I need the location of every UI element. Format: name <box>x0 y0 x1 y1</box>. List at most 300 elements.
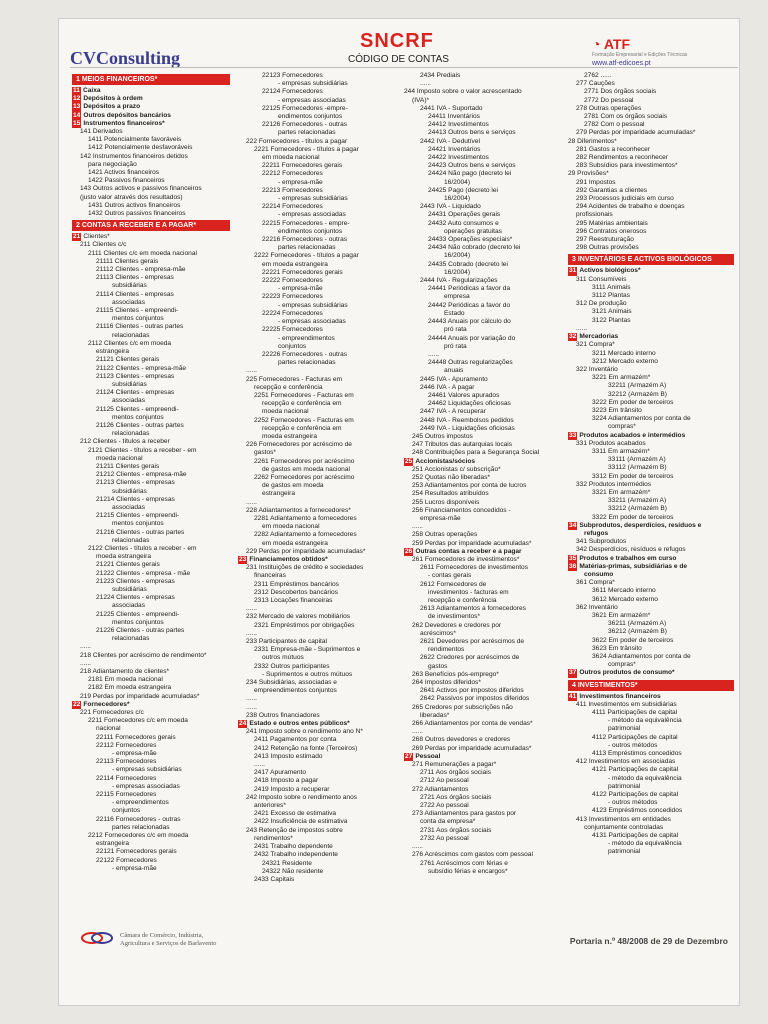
account-line <box>404 851 568 859</box>
account-label: - empresa-mãe <box>112 864 157 872</box>
account-line <box>238 335 402 343</box>
account-label: pró rata <box>444 326 467 334</box>
account-label: 2221 Fornecedores - títulos a pagar <box>254 145 359 153</box>
account-label: financeiras <box>254 572 286 580</box>
account-label: - empresa-mãe <box>112 750 157 758</box>
account-label: 2612 Fornecedores de <box>420 580 487 588</box>
header-divider <box>70 67 738 68</box>
account-line <box>238 531 402 539</box>
account-line <box>72 684 230 692</box>
account-line <box>72 144 230 152</box>
account-label: mentos conjuntos <box>112 315 164 323</box>
account-label: 361 Compra* <box>576 579 615 587</box>
account-label: 245 Outros impostos <box>412 432 473 440</box>
account-label: associadas <box>112 397 145 405</box>
account-line <box>404 786 568 794</box>
account-line <box>238 876 402 884</box>
account-label: 222 Fornecedores - títulos a pagar <box>246 137 348 145</box>
account-line <box>404 736 568 744</box>
account-number-badge: 22 <box>73 700 81 708</box>
account-label: 21216 Clientes - outras partes <box>96 528 185 536</box>
account-label: de investimentos* <box>428 613 481 621</box>
account-number-badge: 34 <box>569 521 577 529</box>
account-label: 218 Clientes por acréscimo de rendimento* <box>80 651 207 659</box>
account-line <box>238 187 402 195</box>
document-subtitle: CÓDIGO DE CONTAS <box>348 54 449 65</box>
account-line <box>568 604 734 612</box>
account-number-badge: 14 <box>73 111 81 119</box>
account-line <box>72 504 230 512</box>
account-line <box>404 613 568 621</box>
account-label: ...... <box>254 761 265 769</box>
account-label: 269 Perdas por imparidade acumuladas* <box>412 744 532 752</box>
account-line <box>72 611 230 619</box>
account-line <box>72 799 230 807</box>
account-line <box>568 530 734 538</box>
account-line <box>72 479 230 487</box>
account-label: 293 Processos judiciais em curso <box>576 195 674 203</box>
account-label: ...... <box>246 629 257 637</box>
account-line <box>568 645 734 653</box>
account-label: partes relacionadas <box>278 359 336 367</box>
account-label: 261 Fornecedores de investimentos* <box>412 555 520 563</box>
account-label: 24434 Não cobrado (decreto lei <box>428 244 521 252</box>
account-label: 2112 Clientes c/c em moeda <box>88 339 172 347</box>
account-label: 3211 Mercado interno <box>592 349 656 357</box>
account-line <box>238 359 402 367</box>
account-label: 2611 Fornecedores de investimentos <box>420 564 529 572</box>
account-line <box>72 365 230 373</box>
account-label: 242 Imposto sobre o rendimento anos <box>246 793 358 801</box>
account-line <box>72 676 230 684</box>
account-line <box>404 860 568 868</box>
account-line <box>404 646 568 654</box>
account-line <box>238 88 402 96</box>
account-label: ...... <box>246 695 257 703</box>
account-line <box>72 241 230 249</box>
account-line <box>404 220 568 228</box>
account-label: 24321 Residente <box>262 859 312 867</box>
account-line <box>238 220 402 228</box>
account-label: endimentos conjuntos <box>278 113 343 121</box>
account-line <box>404 761 568 769</box>
account-label: 264 Impostos diferidos* <box>412 679 481 687</box>
account-label: rendimentos* <box>254 834 293 842</box>
account-line <box>238 170 402 178</box>
account-line <box>404 523 568 531</box>
account-line <box>72 422 230 430</box>
account-line <box>404 531 568 539</box>
account-line <box>404 695 568 703</box>
account-line <box>72 169 230 177</box>
account-label: 2441 IVA - Suportado <box>420 104 483 112</box>
account-label: 263 Benefícios pós-emprego* <box>412 670 499 678</box>
account-line <box>568 742 734 750</box>
account-line <box>404 293 568 301</box>
account-line <box>238 868 402 876</box>
account-line <box>238 745 402 753</box>
account-line <box>238 162 402 170</box>
account-line <box>404 417 568 425</box>
account-label: 21122 Clientes - empresa-mãe <box>96 364 187 372</box>
account-label: - contas gerais <box>428 572 472 580</box>
account-line <box>238 113 402 121</box>
account-line <box>568 113 734 121</box>
account-label: 21112 Clientes - empresa-mãe <box>96 266 186 274</box>
account-label: recepção e conferência em <box>262 400 342 408</box>
account-label: 234 Subsidiárias, associadas e <box>246 679 337 687</box>
account-label: ...... <box>428 350 439 358</box>
account-line <box>568 464 734 472</box>
account-label: 21224 Clientes - empresas <box>96 594 175 602</box>
account-label: 21116 Clientes - outras partes <box>96 323 184 331</box>
account-line <box>72 95 230 103</box>
page-header <box>70 20 738 70</box>
account-label: 2761 Acréscimos com férias e <box>420 859 508 867</box>
account-line <box>404 351 568 359</box>
account-line <box>404 318 568 326</box>
account-label: 36211 (Armazém A) <box>608 620 667 628</box>
account-label: compras* <box>608 423 636 431</box>
account-label: 3121 Animais <box>592 308 632 316</box>
account-label: - método da equivalência <box>608 774 682 782</box>
account-number-badge: 26 <box>405 547 413 555</box>
account-line <box>568 317 734 325</box>
account-number-badge: 12 <box>73 95 81 103</box>
account-line <box>238 515 402 523</box>
account-label: Accionistas/sócios <box>415 457 476 465</box>
account-line <box>404 482 568 490</box>
account-label: 24413 Outros bens e serviços <box>428 129 516 137</box>
account-line <box>238 343 402 351</box>
account-label: 2222 Fornecedores - títulos a pagar <box>254 252 359 260</box>
account-label: 2621 Devedores por acréscimos de <box>420 638 525 646</box>
account-line <box>568 555 734 563</box>
account-line <box>238 392 402 400</box>
account-label: ...... <box>412 523 423 531</box>
account-line <box>404 121 568 129</box>
account-label: 3223 Em trânsito <box>592 406 642 414</box>
account-label: 2447 IVA - A recuperar <box>420 408 486 416</box>
account-label: 21226 Clientes - outras partes <box>96 627 185 634</box>
account-line <box>568 211 734 219</box>
account-label: acréscimos* <box>420 629 456 637</box>
account-line <box>238 97 402 105</box>
account-label: 3621 Em armazém* <box>592 612 651 619</box>
account-label: 2111 Clientes c/c em moeda nacional <box>88 249 197 257</box>
account-line <box>568 88 734 96</box>
account-line <box>404 589 568 597</box>
account-line <box>404 433 568 441</box>
account-label: ...... <box>412 728 423 736</box>
account-label: 32212 (Armazém B) <box>608 390 667 398</box>
logo-tagline: Formação Empresarial e Edições Técnicas <box>592 52 688 58</box>
account-label: 21222 Clientes - empresa - mãe <box>96 569 191 577</box>
account-line <box>72 356 230 364</box>
account-label: Outras contas a receber e a pagar <box>415 547 522 555</box>
account-label: 22224 Fornecedores <box>262 309 323 317</box>
account-label: 2121 Clientes - títulos a receber - em <box>88 446 197 454</box>
account-line <box>568 596 734 604</box>
account-label: 3222 Em poder de terceiros <box>592 398 674 406</box>
account-line <box>568 220 734 228</box>
account-label: - empresas subsidiárias <box>278 195 348 203</box>
account-line <box>238 203 402 211</box>
account-label: moeda estrangeira <box>262 432 317 440</box>
account-label: Pessoal <box>415 752 441 760</box>
account-label: Depósitos a prazo <box>83 103 141 111</box>
account-label: 22215 Fornecedores - empre- <box>262 219 350 227</box>
account-line <box>404 605 568 613</box>
account-label: moeda nacional <box>262 408 309 416</box>
account-line <box>72 824 230 832</box>
brand-name: CVConsulting <box>70 48 181 68</box>
account-label: 21121 Clientes gerais <box>96 356 160 364</box>
account-line <box>568 399 734 407</box>
account-line <box>72 725 230 733</box>
account-line <box>404 704 568 712</box>
account-label: 22225 Fornecedores <box>262 326 323 334</box>
account-label: partes relacionadas <box>278 129 336 137</box>
account-line <box>404 228 568 236</box>
account-line <box>568 473 734 481</box>
account-label: 251 Accionistas c/ subscrição* <box>412 465 501 473</box>
account-label: 16/2004) <box>444 252 471 260</box>
account-line <box>404 515 568 523</box>
column-4 <box>568 72 734 857</box>
account-label: associadas <box>112 602 145 610</box>
account-line <box>568 775 734 783</box>
account-label: empresa-mãe <box>420 514 461 522</box>
section-header <box>568 680 734 691</box>
account-line <box>404 367 568 375</box>
account-line <box>72 594 230 602</box>
account-label: 22116 Fornecedores - outras <box>96 815 181 823</box>
account-label: 22221 Fornecedores gerais <box>262 268 343 276</box>
account-line <box>238 458 402 466</box>
account-label: 2412 Retenção na fonte (Terceiros) <box>254 744 358 752</box>
account-line <box>72 660 230 668</box>
account-line <box>238 564 402 572</box>
account-label: 3622 Em poder de terceiros <box>592 636 674 644</box>
account-label: 33212 (Armazém B) <box>608 505 667 513</box>
account-label: relacionadas <box>112 635 150 643</box>
account-line <box>568 514 734 522</box>
account-label: 1412 Potencialmente desfavoráveis <box>88 144 193 152</box>
account-line <box>72 865 230 873</box>
account-label: 2442 IVA - Dedutível <box>420 137 480 145</box>
account-label: Investimentos financeiros <box>579 692 661 700</box>
account-label: 16/2004) <box>444 268 471 276</box>
account-line <box>568 432 734 440</box>
account-line <box>238 367 402 375</box>
account-label: conta da empresa* <box>420 818 476 826</box>
account-label: 4113 Empréstimos concedidos <box>592 750 682 758</box>
account-label: 272 Adiantamentos <box>412 785 469 793</box>
account-label: 2771 Dos órgãos sociais <box>584 88 657 96</box>
account-label: Clientes* <box>83 233 110 241</box>
account-line <box>238 736 402 744</box>
account-line <box>404 679 568 687</box>
account-line <box>72 291 230 299</box>
account-line <box>72 185 230 193</box>
account-line <box>238 589 402 597</box>
account-label: 411 Investimentos em subsidiárias <box>576 700 677 708</box>
account-label: 321 Compra* <box>576 341 615 349</box>
account-label: 24425 Pago (decreto lei <box>428 186 499 194</box>
account-number-badge: 35 <box>569 554 577 562</box>
chamber-name: Câmara de Comércio, Indústria, Agricultura e Serviços de Barlavento <box>120 932 217 947</box>
account-label: estrangeira <box>96 840 129 848</box>
account-line <box>568 563 734 571</box>
account-line <box>238 712 402 720</box>
account-line <box>568 121 734 129</box>
account-number-badge: 21 <box>73 233 81 241</box>
account-line <box>568 709 734 717</box>
account-line <box>72 627 230 635</box>
account-label: 292 Garantias a clientes <box>576 186 648 194</box>
account-label: 2281 Adiantamento a fornecedores <box>254 514 357 522</box>
account-label: 2449 IVA - Liquidações oficiosas <box>420 424 515 432</box>
account-label: estrangeira <box>96 348 129 356</box>
account-label: 24461 Valores apurados <box>428 391 500 399</box>
account-label: 1 MEIOS FINANCEIROS* <box>76 76 158 83</box>
account-label: 24424 Não pago (decreto lei <box>428 170 512 178</box>
account-label: 247 Tributos das autarquias locais <box>412 441 513 449</box>
account-label: pró rata <box>444 342 467 350</box>
account-line <box>568 195 734 203</box>
account-label: 273 Adiantamentos para gastos por <box>412 810 517 818</box>
account-label: 362 Inventário <box>576 603 618 611</box>
account-line <box>238 638 402 646</box>
account-line <box>404 777 568 785</box>
account-label: liberadas* <box>420 711 450 719</box>
account-line <box>72 332 230 340</box>
account-line <box>238 195 402 203</box>
account-label: 22222 Fornecedores <box>262 277 323 285</box>
account-line <box>72 153 230 161</box>
account-line <box>238 654 402 662</box>
account-label: 24442 Periódicas a favor do <box>428 301 511 309</box>
account-label: para negociação <box>88 160 137 168</box>
account-line <box>72 709 230 717</box>
account-line <box>568 725 734 733</box>
account-line <box>72 488 230 496</box>
account-line <box>72 701 230 709</box>
account-number-badge: 36 <box>569 562 577 570</box>
account-label: profissionais <box>576 211 613 219</box>
account-line <box>568 734 734 742</box>
account-label: 3221 Em armazém* <box>592 374 651 382</box>
account-line <box>238 720 402 728</box>
section-header <box>72 74 230 85</box>
account-line <box>238 408 402 416</box>
account-label: 4122 Participações de capital <box>592 791 679 799</box>
account-line <box>404 638 568 646</box>
account-label: 36212 (Armazém B) <box>608 628 667 636</box>
logo-icon: ◔ <box>592 36 601 52</box>
account-label: 4131 Participações de capital <box>592 832 679 840</box>
account-line <box>568 72 734 80</box>
account-label: 265 Credores por subscrições não <box>412 703 513 711</box>
account-label: - empresas associadas <box>278 318 346 326</box>
account-line <box>404 408 568 416</box>
account-line <box>72 734 230 742</box>
account-line <box>404 179 568 187</box>
account-label: 241 Imposto sobre o rendimento ano N* <box>246 728 363 736</box>
account-label: 2446 IVA - A pagar <box>420 383 475 391</box>
account-label: Subprodutos, desperdícios, resíduos e <box>579 521 702 529</box>
account-line <box>404 80 568 88</box>
account-label: 24435 Cobrado (decreto lei <box>428 260 508 268</box>
account-label: Activos biológicos* <box>579 267 641 275</box>
account-line <box>72 112 230 120</box>
account-label: 3224 Adiantamentos por conta de <box>592 415 691 423</box>
account-line <box>238 753 402 761</box>
account-line <box>72 315 230 323</box>
column-2 <box>238 72 402 884</box>
account-line <box>404 564 568 572</box>
account-line <box>568 374 734 382</box>
account-line <box>404 654 568 662</box>
account-line <box>568 154 734 162</box>
account-label: 232 Mercado de valores mobiliários <box>246 613 351 621</box>
account-line <box>404 810 568 818</box>
account-label: moeda estrangeira <box>96 553 151 561</box>
account-label: - empreendimentos <box>112 799 169 807</box>
account-line <box>238 417 402 425</box>
account-label: empreendimentos conjuntos <box>254 687 337 695</box>
account-label: 22214 Fornecedores <box>262 203 323 211</box>
account-label: 2422 Insuficiência de estimativa <box>254 818 348 826</box>
account-line <box>568 840 734 848</box>
account-line <box>72 455 230 463</box>
account-label: 2772 Do pessoal <box>584 96 634 104</box>
account-label: 22126 Fornecedores - outras <box>262 121 348 129</box>
account-line <box>568 538 734 546</box>
account-line <box>568 170 734 178</box>
account-line <box>568 129 734 137</box>
account-label: 2251 Fornecedores - Facturas em <box>254 391 354 399</box>
account-line <box>568 292 734 300</box>
account-line <box>72 177 230 185</box>
account-label: 16/2004) <box>444 178 471 186</box>
account-label: patrimonial <box>608 848 641 856</box>
account-label: 22121 Fornecedores gerais <box>96 848 177 856</box>
account-line <box>238 269 402 277</box>
account-number-badge: 15 <box>73 119 81 127</box>
account-label: 21123 Clientes - empresas <box>96 372 175 380</box>
account-label: em moeda estrangeira <box>262 539 328 547</box>
account-line <box>238 129 402 137</box>
account-line <box>72 529 230 537</box>
account-line <box>404 769 568 777</box>
account-label: anteriores* <box>254 802 286 810</box>
account-label: estrangeira <box>262 490 295 498</box>
account-line <box>238 376 402 384</box>
account-label: 231 Instituições de crédito e sociedades <box>246 564 364 572</box>
account-label: subsidiárias <box>112 585 147 593</box>
account-line <box>72 348 230 356</box>
account-label: 21115 Clientes - empreendi- <box>96 307 179 315</box>
account-label: 219 Perdas por imparidade acumuladas* <box>80 692 200 700</box>
account-label: moeda nacional <box>96 454 143 462</box>
account-line <box>72 136 230 144</box>
account-line <box>238 72 402 80</box>
account-label: - outros métodos <box>608 741 658 749</box>
account-line <box>238 310 402 318</box>
account-label: 24421 Inventários <box>428 145 481 153</box>
